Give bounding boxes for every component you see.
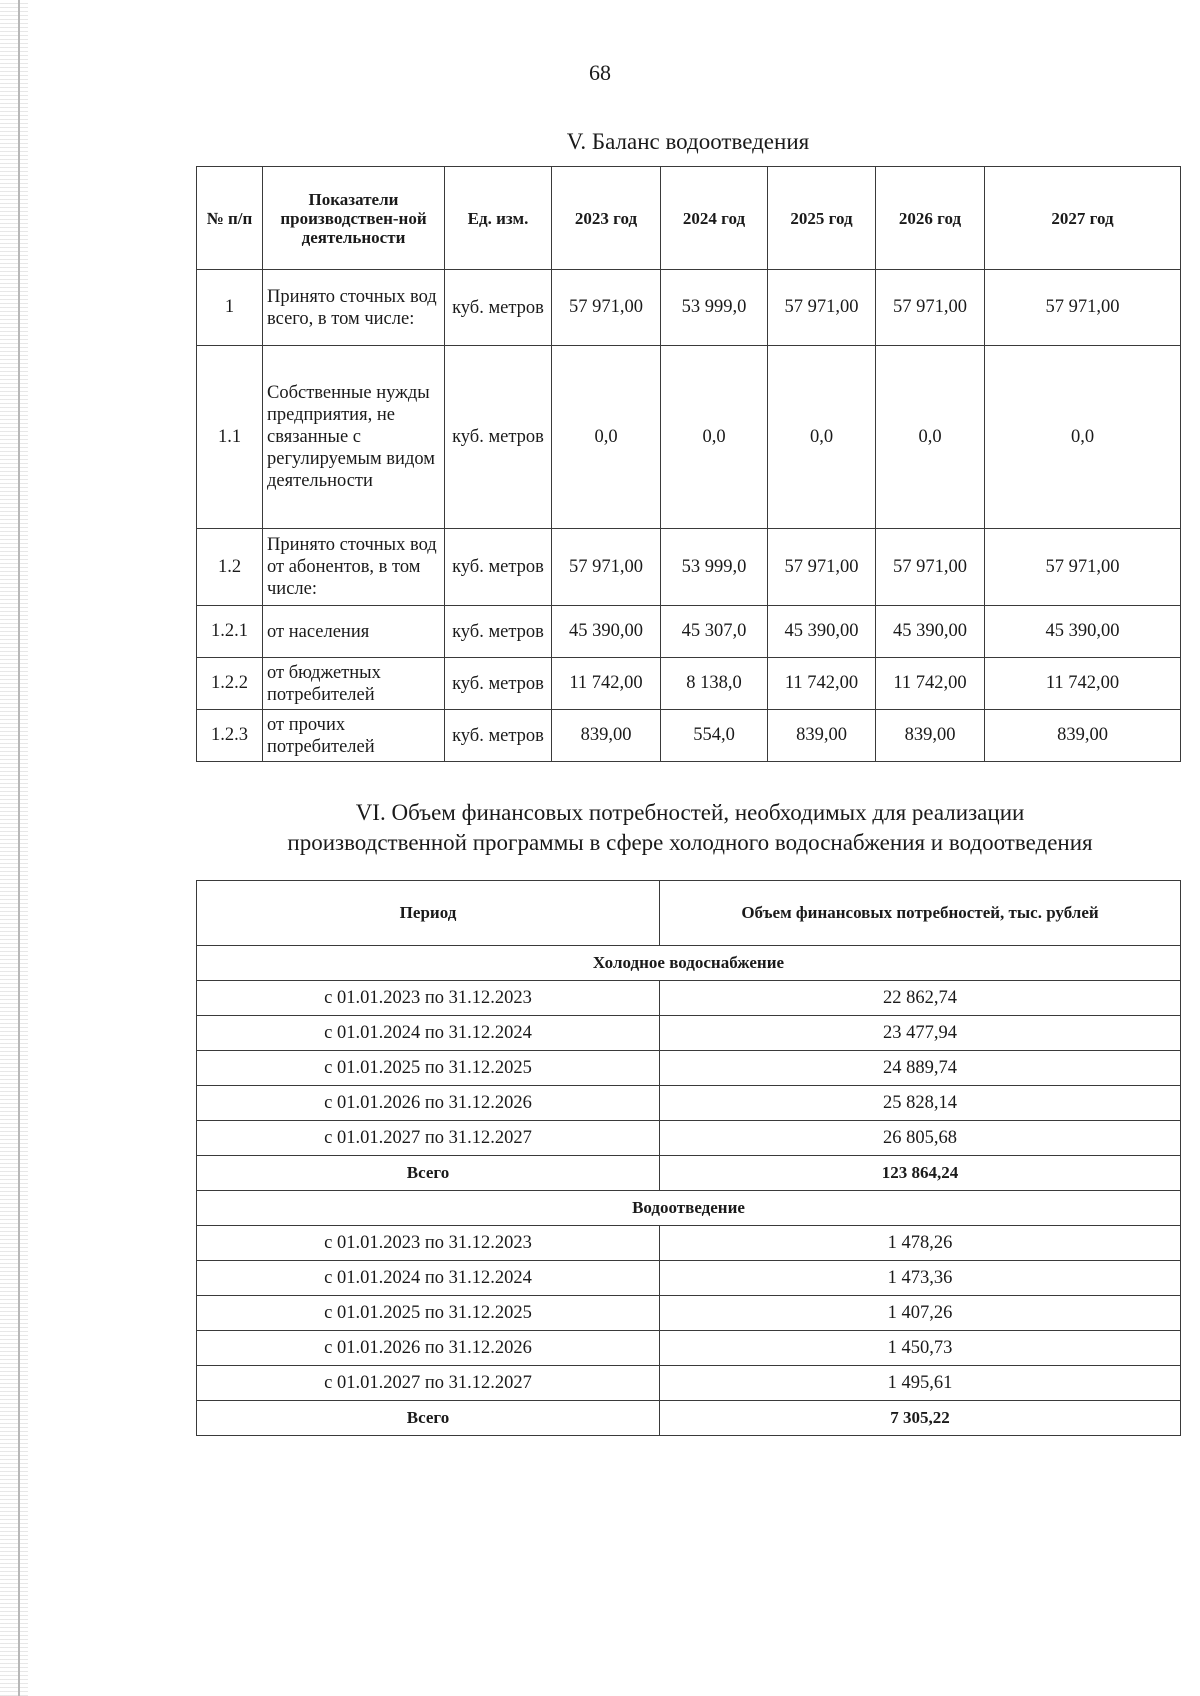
table-row [197, 1331, 1181, 1366]
value-cell: 1 478,26 [660, 1226, 1181, 1261]
period-cell: с 01.01.2027 по 31.12.2027 [197, 1366, 660, 1401]
value-cell: 25 828,14 [660, 1086, 1181, 1121]
header-2023: 2023 год [552, 167, 661, 270]
header-volume: Объем финансовых потребностей, тыс. рублей [660, 881, 1181, 946]
period-cell: с 01.01.2023 по 31.12.2023 [197, 1226, 660, 1261]
table-row [197, 1086, 1181, 1121]
table-row [197, 606, 1181, 658]
cell-2025: 839,00 [768, 710, 876, 762]
row-num: 1.2.1 [197, 606, 263, 658]
cell-2027: 0,0 [985, 346, 1181, 529]
cell-2023: 839,00 [552, 710, 661, 762]
group-label: Холодное водоснабжение [197, 946, 1181, 981]
cell-2025: 57 971,00 [768, 270, 876, 346]
value-cell: 1 407,26 [660, 1296, 1181, 1331]
row-num: 1.2 [197, 529, 263, 606]
row-indicator: от населения [263, 606, 445, 658]
table-row [197, 658, 1181, 710]
balance-header-row [197, 167, 1181, 270]
period-cell: с 01.01.2023 по 31.12.2023 [197, 981, 660, 1016]
cell-2025: 0,0 [768, 346, 876, 529]
table-row [197, 710, 1181, 762]
period-cell: с 01.01.2025 по 31.12.2025 [197, 1051, 660, 1086]
value-cell: 1 495,61 [660, 1366, 1181, 1401]
row-unit: куб. метров [445, 270, 552, 346]
row-indicator: Принято сточных вод от абонентов, в том числе: [263, 529, 445, 606]
cell-2027: 45 390,00 [985, 606, 1181, 658]
header-2027: 2027 год [985, 167, 1181, 270]
value-cell: 24 889,74 [660, 1051, 1181, 1086]
scan-edge [0, 0, 28, 1696]
cell-2024: 0,0 [661, 346, 768, 529]
table-row [197, 981, 1181, 1016]
total-value: 123 864,24 [660, 1156, 1181, 1191]
cell-2024: 53 999,0 [661, 270, 768, 346]
cell-2024: 554,0 [661, 710, 768, 762]
cell-2023: 45 390,00 [552, 606, 661, 658]
cell-2023: 11 742,00 [552, 658, 661, 710]
value-cell: 1 473,36 [660, 1261, 1181, 1296]
row-unit: куб. метров [445, 710, 552, 762]
page-number-wrap [0, 60, 1200, 86]
period-cell: с 01.01.2025 по 31.12.2025 [197, 1296, 660, 1331]
cell-2026: 57 971,00 [876, 270, 985, 346]
finance-title-line2: производственной программы в сфере холодного водоснабжения и водоотведения [287, 830, 1093, 855]
table-row [197, 1051, 1181, 1086]
header-2024: 2024 год [661, 167, 768, 270]
cell-2023: 0,0 [552, 346, 661, 529]
cell-2027: 839,00 [985, 710, 1181, 762]
header-num: № п/п [197, 167, 263, 270]
cell-2025: 11 742,00 [768, 658, 876, 710]
finance-title-line1: VI. Объем финансовых потребностей, необходимых для реализации [355, 800, 1025, 825]
cell-2026: 45 390,00 [876, 606, 985, 658]
cell-2023: 57 971,00 [552, 529, 661, 606]
cell-2024: 45 307,0 [661, 606, 768, 658]
value-cell: 22 862,74 [660, 981, 1181, 1016]
cell-2026: 11 742,00 [876, 658, 985, 710]
table-row [197, 270, 1181, 346]
table-row [197, 529, 1181, 606]
header-2025: 2025 год [768, 167, 876, 270]
header-indicator: Показатели производствен-ной деятельности [263, 167, 445, 270]
cell-2024: 53 999,0 [661, 529, 768, 606]
row-unit: куб. метров [445, 658, 552, 710]
group-row-wastewater [197, 1191, 1181, 1226]
period-cell: с 01.01.2024 по 31.12.2024 [197, 1016, 660, 1051]
value-cell: 23 477,94 [660, 1016, 1181, 1051]
header-period: Период [197, 881, 660, 946]
cell-2026: 839,00 [876, 710, 985, 762]
cell-2023: 57 971,00 [552, 270, 661, 346]
row-indicator: от бюджетных потребителей [263, 658, 445, 710]
cell-2027: 57 971,00 [985, 529, 1181, 606]
row-num: 1.2.3 [197, 710, 263, 762]
period-cell: с 01.01.2027 по 31.12.2027 [197, 1121, 660, 1156]
row-num: 1.2.2 [197, 658, 263, 710]
row-unit: куб. метров [445, 529, 552, 606]
table-row [197, 1226, 1181, 1261]
group-label: Водоотведение [197, 1191, 1181, 1226]
table-row [197, 1016, 1181, 1051]
table-row [197, 1366, 1181, 1401]
table-row [197, 1296, 1181, 1331]
header-unit: Ед. изм. [445, 167, 552, 270]
cell-2025: 45 390,00 [768, 606, 876, 658]
finance-header-row [197, 881, 1181, 946]
finance-title [150, 798, 1200, 858]
row-unit: куб. метров [445, 346, 552, 529]
period-cell: с 01.01.2026 по 31.12.2026 [197, 1086, 660, 1121]
period-cell: с 01.01.2024 по 31.12.2024 [197, 1261, 660, 1296]
row-unit: куб. метров [445, 606, 552, 658]
value-cell: 26 805,68 [660, 1121, 1181, 1156]
table-row [197, 346, 1181, 529]
balance-title: V. Баланс водоотведения [566, 129, 810, 154]
cell-2025: 57 971,00 [768, 529, 876, 606]
row-indicator: от прочих потребителей [263, 710, 445, 762]
balance-table [196, 166, 1181, 762]
cell-2027: 57 971,00 [985, 270, 1181, 346]
row-indicator: Собственные нужды предприятия, не связанные с регулируемым видом деятельности [263, 346, 445, 529]
total-label: Всего [197, 1401, 660, 1436]
cell-2026: 0,0 [876, 346, 985, 529]
cell-2024: 8 138,0 [661, 658, 768, 710]
table-row [197, 1261, 1181, 1296]
row-num: 1.1 [197, 346, 263, 529]
period-cell: с 01.01.2026 по 31.12.2026 [197, 1331, 660, 1366]
finance-table [196, 880, 1181, 1436]
scan-edge-line [18, 0, 20, 1696]
total-row [197, 1401, 1181, 1436]
total-label: Всего [197, 1156, 660, 1191]
page-number: 68 [589, 60, 611, 85]
table-row [197, 1121, 1181, 1156]
value-cell: 1 450,73 [660, 1331, 1181, 1366]
row-indicator: Принято сточных вод всего, в том числе: [263, 270, 445, 346]
row-num: 1 [197, 270, 263, 346]
group-row-water-supply [197, 946, 1181, 981]
cell-2027: 11 742,00 [985, 658, 1181, 710]
cell-2026: 57 971,00 [876, 529, 985, 606]
total-row [197, 1156, 1181, 1191]
header-2026: 2026 год [876, 167, 985, 270]
total-value: 7 305,22 [660, 1401, 1181, 1436]
